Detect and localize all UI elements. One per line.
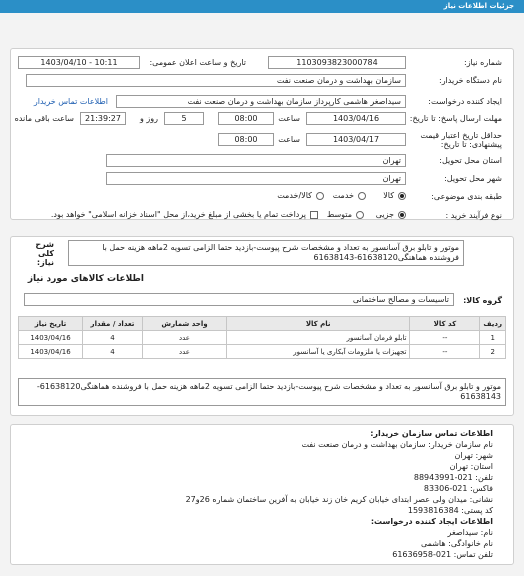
need-number-label: شماره نیاز: [464,58,502,67]
reply-time-label: ساعت [278,114,300,123]
buyer-label: نام دستگاه خریدار: [439,76,502,85]
creator-info-title: اطلاعات ایجاد کننده درخواست: [370,517,493,526]
summary-text: موتور و تابلو برق آسانسور به تعداد و مشخصات شرح پیوست-بازدید حتما الزامی تسویه 2ماهه هزینه حمل با فروشنده هماهنگی61638120-61638143 [68,240,464,266]
row-code: -- [410,345,480,359]
announce-field: 1403/04/10 - 10:11 [18,56,140,69]
contact-address: نشانی: میدان ولی عصر ابتدای خیابان کریم خان زند خیابان به آفرین ساختمان شماره 26و27 [185,495,493,504]
process-radio-medium[interactable] [356,211,364,219]
col-qty: تعداد / مقدار [83,317,143,331]
goods-section-title: اطلاعات کالاهای مورد نیاز [27,274,144,284]
days-field: 5 [164,112,204,125]
payment-note: پرداخت تمام یا بخشی از مبلغ خرید،از محل "اسناد خزانه اسلامی" خواهد بود. [50,210,306,219]
row-date: 1403/04/16 [19,345,83,359]
table-row [19,345,506,359]
row-index: 2 [480,345,506,359]
process-label: نوع فرآیند خرید : [445,211,502,220]
row-index: 1 [480,331,506,345]
category-option-both: کالا/خدمت [277,191,312,200]
goods-description: موتور و تابلو برق آسانسور به تعداد و مشخصات شرح پیوست-بازدید حتما الزامی تسویه 2ماهه هزینه حمل با فروشنده هماهنگی61638120-61638143 [18,378,506,406]
need-number-field: 1103093823000784 [268,56,406,69]
goods-group-field: تاسیسات و مصالح ساختمانی [24,293,454,306]
city-field: تهران [106,172,406,185]
remaining-label: ساعت باقی مانده [14,114,74,123]
contact-org: نام سازمان خریدار: سازمان بهداشت و درمان صنعت نفت [301,440,493,449]
row-name: تجهیزات یا ملزومات آبکاری یا آسانسور [227,345,410,359]
creator-label: ایجاد کننده درخواست: [428,97,502,106]
province-field: تهران [106,154,406,167]
price-date-field: 1403/04/17 [306,133,406,146]
col-name: نام کالا [227,317,410,331]
payment-checkbox[interactable] [310,211,318,219]
contact-fax: فاکس: 021-83306 [423,484,493,493]
price-time-label: ساعت [278,135,300,144]
contact-panel [10,424,514,565]
buyer-contact-link[interactable]: اطلاعات تماس خریدار [33,97,108,106]
row-qty: 4 [83,331,143,345]
process-option-medium: متوسط [326,210,352,219]
category-label: طبقه بندی موضوعی: [431,192,502,201]
row-name: تابلو فرمان آسانسور [227,331,410,345]
creator-name: نام: سیداصغر [447,528,493,537]
creator-family: نام خانوادگی: هاشمی [420,539,493,548]
days-label: روز و [140,114,158,123]
row-code: -- [410,331,480,345]
creator-field: سیداصغر هاشمی کارپرداز سازمان بهداشت و درمان صنعت نفت [116,95,406,108]
category-option-service: خدمت [332,191,354,200]
remaining-time-field: 21:39:27 [80,112,126,125]
contact-province: استان: تهران [449,462,493,471]
contact-phone: تلفن: 021-88943991 [413,473,493,482]
category-radio-both[interactable] [316,192,324,200]
page-title: جزئیات اطلاعات نیاز [443,2,514,10]
reply-deadline-label: مهلت ارسال پاسخ: تا تاریخ: [409,114,502,123]
price-time-field: 08:00 [218,133,274,146]
city-label: شهر محل تحویل: [444,174,502,183]
province-label: استان محل تحویل: [439,156,502,165]
goods-group-label: گروه کالا: [463,296,502,305]
category-radio-service[interactable] [358,192,366,200]
table-row [19,331,506,345]
category-option-goods: کالا [383,191,394,200]
category-radio-goods[interactable] [398,192,406,200]
reply-date-field: 1403/04/16 [306,112,406,125]
row-qty: 4 [83,345,143,359]
col-index: ردیف [480,317,506,331]
col-code: کد کالا [410,317,480,331]
buyer-field: سازمان بهداشت و درمان صنعت نفت [26,74,406,87]
goods-table [18,316,506,359]
summary-label: شرح کلی نیاز: [35,240,54,267]
process-option-minor: جزیی [375,210,394,219]
col-date: تاریخ نیاز [19,317,83,331]
page-header [0,0,524,13]
price-validity-label: حداقل تاریخ اعتبار قیمت پیشنهادی: تا تاریخ: [420,131,502,149]
contact-postal: کد پستی: 1593816384 [407,506,493,515]
row-date: 1403/04/16 [19,331,83,345]
contact-title: اطلاعات تماس سازمان خریدار: [370,429,493,438]
row-unit: عدد [143,331,227,345]
col-unit: واحد شمارش [143,317,227,331]
row-unit: عدد [143,345,227,359]
creator-phone: تلفن تماس: 021-61636958 [392,550,493,559]
announce-label: تاریخ و ساعت اعلان عمومی: [149,58,246,67]
contact-city: شهر: تهران [454,451,493,460]
goods-table-header [19,317,506,331]
process-radio-minor[interactable] [398,211,406,219]
reply-time-field: 08:00 [218,112,274,125]
